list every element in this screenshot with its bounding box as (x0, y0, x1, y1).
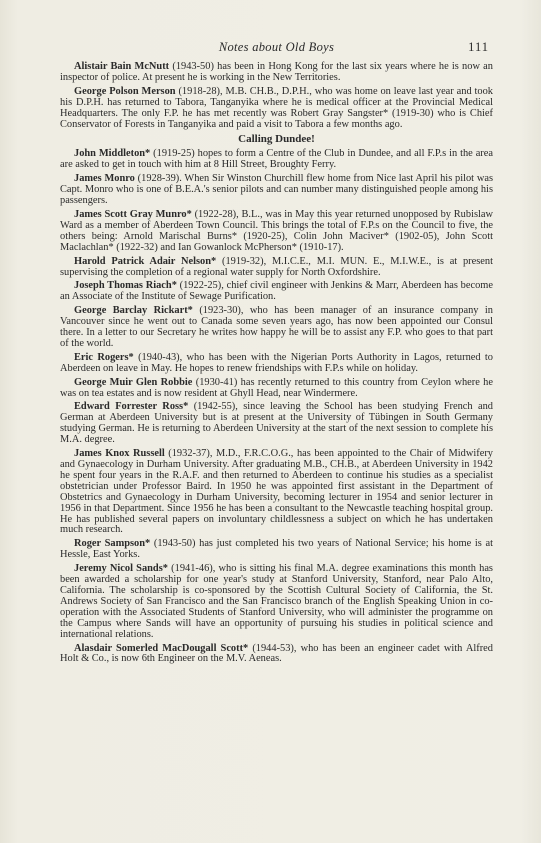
entry-monro (60, 174, 493, 207)
entry-name: Edward Forrester Ross* (74, 401, 189, 413)
entry-name: Jeremy Nicol Sands* (74, 563, 168, 575)
entry-text: chief civil engineer with Jenkins & Marr, Aberdeen has become an Associate of the Institute of Sewage Purification. (60, 280, 493, 303)
entry-text: has been appointed to the Chair of Midwifery and Gynaecology in Durham University. After graduating M.B., CH.B., at Aberdeen University in 1942 he spent four years in the R.A.F. and then returned to Aberdeen to continue his studies as a specialist obstetrician under Professor Baird. In 1950 he was appointed first assistant in the Department of Obstetrics and Gynaecology in Durham University, becoming lecturer in 1954 and senior lecturer in 1956 in that Department. Since 1956 he has been a consultant to the Newcastle teaching hospital group. He has published several papers on involuntary childlessness a subject on which he has undertaken much research. (60, 448, 493, 536)
entry-name: Joseph Thomas Riach* (74, 280, 177, 292)
entry-text: since leaving the School has been studying French and German at Aberdeen University but is at present at the University of Tübingen in South Germany studying German. He is returning to Aberdeen University at the start of the next session to complete his M.A. degree. (60, 401, 493, 446)
entry-middleton (60, 149, 493, 171)
entry-ross (60, 402, 493, 446)
page-number: 111 (468, 40, 489, 54)
entry-text: who has been with the Nigerian Ports Authority in Lagos, returned to Aberdeen on leave in May. He hopes to renew friendships with F.P.s while on holiday. (60, 351, 493, 374)
page-content (60, 62, 493, 665)
entry-sands (60, 564, 493, 640)
entry-rickart (60, 306, 493, 350)
entry-munro (60, 210, 493, 254)
entry-robbie (60, 378, 493, 400)
entry-text: was in May this year returned unopposed by Rubislaw Ward as a member of Aberdeen Town Council. This brings the total of F.P.s on the Council to five, the others being: Arnold Marischal Burns* (1920-25), Colin John Maciver* (1902-05), John Scott Maclachlan* (1922-32) and Ian Gowanlock McPherson* (1910-17). (60, 208, 493, 253)
section-heading: Calling Dundee! (238, 133, 315, 146)
entry-name: John Middleton* (74, 148, 151, 160)
entry-name: James Scott Gray Munro* (74, 208, 192, 220)
entry-sampson (60, 539, 493, 561)
entry-text: who was home on leave last year and took his D.P.H. has returned to Tabora, Tanganyika where he is medical officer at the Provincial Medical Headquarters. The only F.P. he has met recently was Robert Gray Sangster* (1919-30) who is Chief Conservator of Forests in Tanganyika and paid a visit to Tabora a few months ago. (60, 85, 493, 130)
entry-text: who has been manager of an insurance company in Vancouver since he went out to Canada some seven years ago, has now been appointed our Consul there. In a letter to our Secretary he writes how happy he will be to assist any F.P. who goes to that part of the world. (60, 305, 493, 349)
entry-years: (1932-37), M.D., F.R.C.O.G., (168, 448, 294, 460)
entry-text: is at present supervising the completion of a regional water supply for North Oxfordshire. (60, 255, 493, 278)
entry-years: (1919-32), M.I.C.E., M.I. MUN. E., M.I.W.E., (222, 255, 432, 267)
entry-years: (1940-43), (138, 351, 183, 363)
entry-years: (1942-55), (193, 401, 238, 413)
entry-text: who is sitting his final M.A. degree examinations this month has been awarded a scholarship for one year's study at Stanford University, Stanford, near Palo Alto, California. The scholarship is co-sponsored by the Scottish Cultural Society of California, the St. Andrews Society of San Francisco and the San Francisco branch of the English Speaking Union in co-operation with the Associated Students of Stanford University, who will administer the programme on the Campus where Sands will have an opportunity of pursuing his studies in political science and international relations. (60, 563, 493, 640)
entry-years: (1918-28), M.B. CH.B., D.P.H., (178, 85, 312, 97)
entry-name: Harold Patrick Adair Nelson* (74, 255, 217, 267)
entry-name: George Muir Glen Robbie (74, 376, 193, 388)
entry-years: (1922-25), (179, 280, 224, 292)
entry-years: (1923-30), (199, 305, 244, 317)
entry-rogers (60, 353, 493, 375)
entry-name: Alistair Bain McNutt (74, 61, 170, 72)
entry-text: hopes to form a Centre of the Club in Dundee, and all F.P.s in the area are asked to get in touch with him at 8 Hill Street, Broughty Ferry. (60, 148, 493, 171)
page-header (60, 40, 493, 58)
entry-scott (60, 644, 493, 666)
entry-years: (1944-53), (252, 642, 297, 654)
entry-name: James Monro (74, 173, 135, 185)
entry-text: who has been an engineer cadet with Alfred Holt & Co., is now 6th Engineer on the M.V. Aeneas. (60, 642, 493, 665)
entry-mcnutt (60, 62, 493, 84)
entry-russell (60, 449, 493, 536)
entry-years: (1943-50) (172, 61, 214, 72)
entry-riach (60, 281, 493, 303)
entry-name: James Knox Russell (74, 448, 165, 460)
entry-years: (1922-28), B.L., (194, 208, 263, 220)
entry-nelson (60, 257, 493, 279)
entry-name: Roger Sampson* (74, 538, 151, 550)
running-title: Notes about Old Boys (218, 40, 335, 54)
entry-merson (60, 87, 493, 131)
entry-text: has recently returned to this country from Ceylon where he was on tea estates and is now resident at Ghyll Head, near Windermere. (60, 376, 493, 399)
entry-years: (1930-41) (195, 376, 238, 388)
entry-name: Alasdair Somerled MacDougall Scott* (74, 642, 249, 654)
entry-years: (1928-39). (137, 173, 182, 185)
entry-name: George Barclay Rickart* (74, 305, 193, 317)
entry-years: (1943-50) (153, 538, 196, 550)
entry-name: George Polson Merson (74, 85, 176, 97)
entry-years: (1919-25) (153, 148, 195, 160)
entry-text: has been in Hong Kong for the last six years where he is now an inspector of police. At present he is working in the New Territories. (60, 61, 493, 83)
entry-name: Eric Rogers* (74, 351, 134, 363)
entry-years: (1941-46), (171, 563, 216, 575)
entry-text: When Sir Winston Churchill flew home from Nice last April his pilot was Capt. Monro who is one of B.E.A.'s senior pilots and can number many distinguished people among his passengers. (60, 173, 493, 207)
entry-text: has just completed his two years of National Service; his home is at Hessle, East Yorks. (60, 538, 493, 561)
